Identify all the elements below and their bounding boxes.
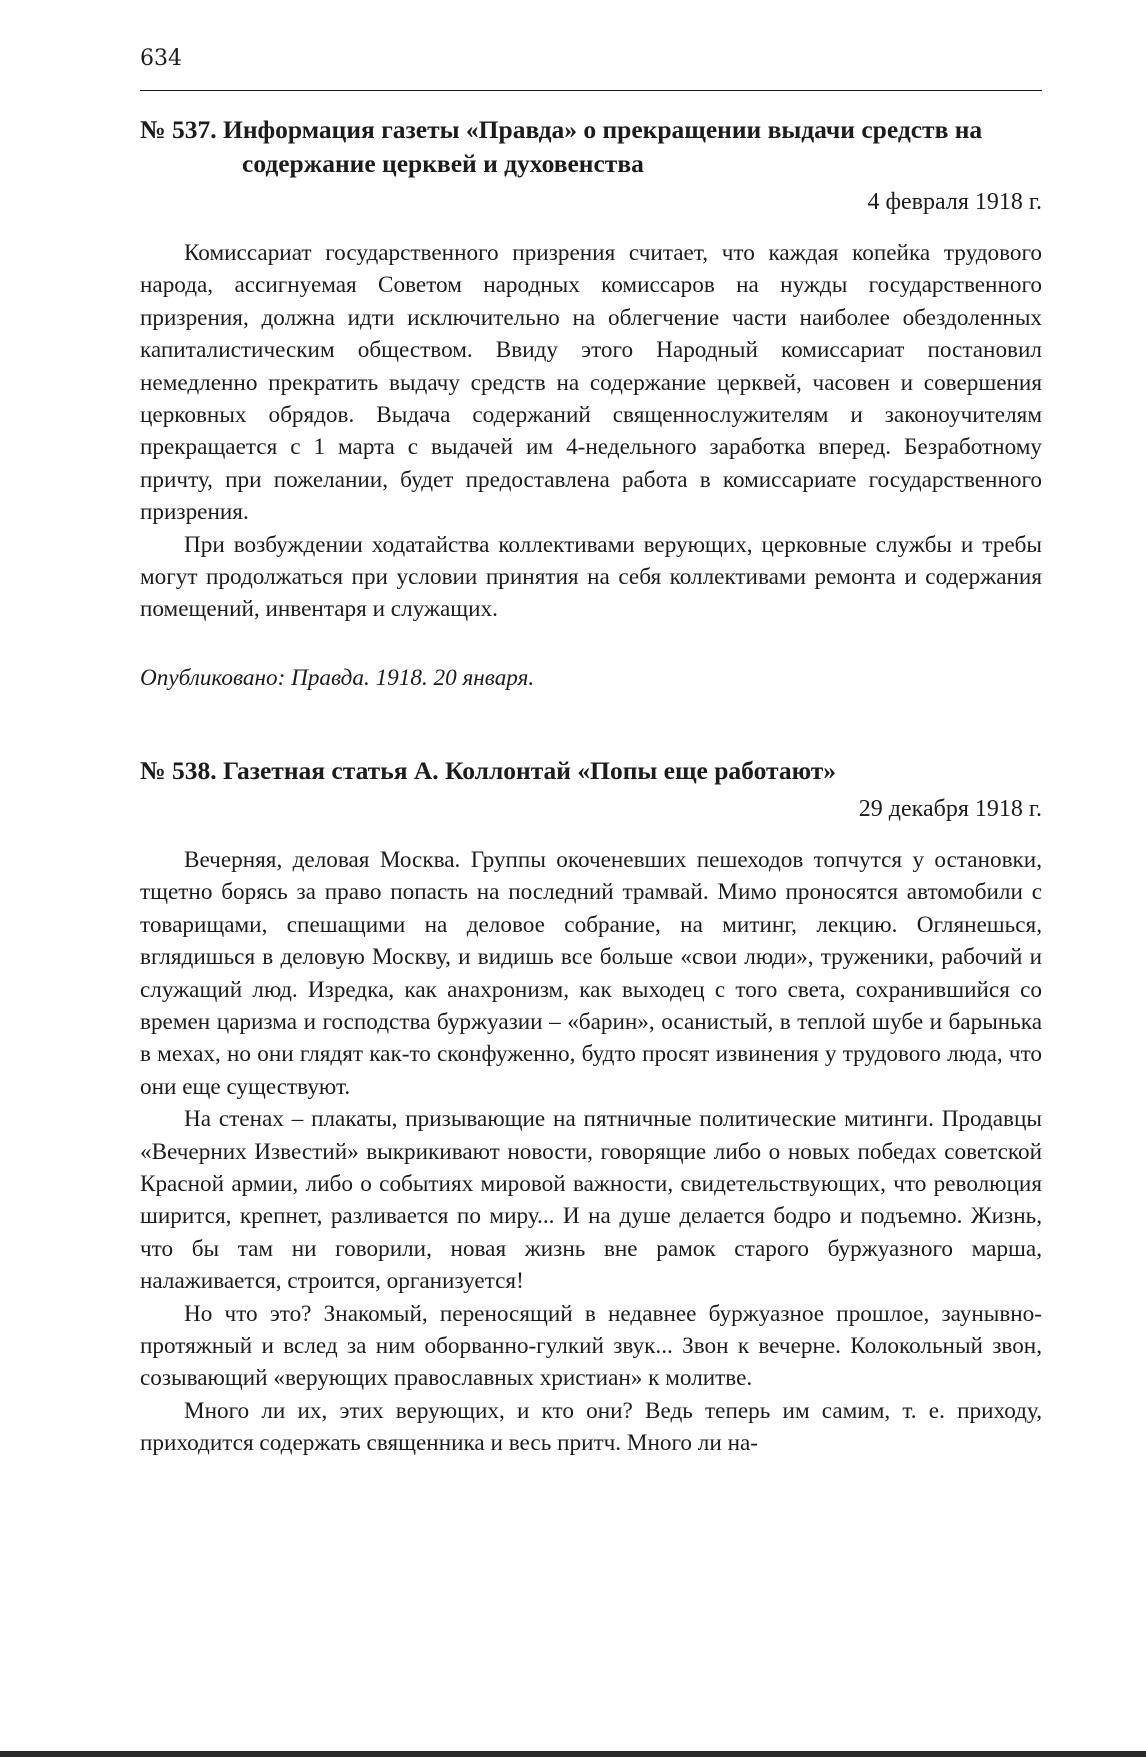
paragraph: На стенах – плакаты, призывающие на пятничные политические митинги. Продавцы «Вечерних Известий» выкрикивают новости, говорящие либо о новых победах советской Красной армии, либо о событиях мировой важности, свидетельствующих, что революция ширится, крепнет, разливается по миру... И на душе делается бодро и подъемно. Жизнь, что бы там ни говорили, новая жизнь вне рамок старого буржуазного марша, налаживается, строится, организуется! xyxy=(140,1106,1042,1295)
document-title: Информация газеты «Правда» о прекращении выдачи средств на содержание церквей и духовенства xyxy=(223,115,983,178)
document-title: Газетная статья А. Коллонтай «Попы еще работают» xyxy=(223,755,836,785)
page xyxy=(140,48,1042,1460)
paragraph: При возбуждении ходатайства коллективами верующих, церковные службы и требы могут продолжаться при условии принятия на себя коллективами ремонта и содержания помещений, инвентаря и служащих. xyxy=(140,531,1042,623)
document-heading xyxy=(140,754,1042,788)
page-number: 634 xyxy=(140,46,182,71)
scan-bottom-edge xyxy=(0,1751,1146,1757)
document-number: № 537. xyxy=(140,115,217,144)
header-rule xyxy=(140,90,1042,91)
paragraph: Вечерняя, деловая Москва. Группы окоченевших пешеходов топчутся у остановки, тщетно борясь за право попасть на последний трамвай. Мимо проносятся автомобили с товарищами, спешащими на деловое собрание, на митинг, лекцию. Оглянешься, вглядишься в деловую Москву, и видишь все больше «свои люди», труженики, рабочий и служащий люд. Изредка, как анахронизм, как выходец с того света, сохранившийся со времен царизма и господства буржуазии – «барин», осанистый, в теплой шубе и барынька в мехах, но они глядят как-то сконфуженно, будто просят извинения у трудового люда, что они еще существуют. xyxy=(140,846,1042,1100)
document-heading xyxy=(140,113,1042,181)
paragraph: Комиссариат государственного призрения считает, что каждая копейка трудового народа, ассигнуемая Советом народных комиссаров на нужды государственного призрения, должна идти исключительно на облегчение части наиболее обездоленных капиталистическим обществом. Ввиду этого Народный комиссариат постановил немедленно прекратить выдачу средств на содержание церквей, часовен и совершения церковных обрядов. Выдача содержаний священнослужителям и законоучителям прекращается с 1 марта с выдачей им 4-недельного заработка вперед. Безработному причту, при пожелании, будет предоставлена работа в комиссариате государственного призрения. xyxy=(140,240,1042,526)
paragraph: Много ли их, этих верующих, и кто они? Ведь теперь им самим, т. е. приходу, приходится содержать священника и весь притч. Много ли на- xyxy=(140,1397,1042,1457)
paragraph: Но что это? Знакомый, переносящий в недавнее буржуазное прошлое, заунывно-протяжный и вслед за ним оборванно-гулкий звук... Звон к вечерне. Колокольный звон, созывающий «верующих православных христиан» к молитве. xyxy=(140,1300,1042,1392)
document-body xyxy=(140,237,1042,626)
publication-source: Опубликовано: Правда. 1918. 20 января. xyxy=(140,664,535,691)
document-date: 29 декабря 1918 г. xyxy=(858,795,1042,822)
document-537 xyxy=(140,113,1042,694)
document-body xyxy=(140,844,1042,1460)
document-538 xyxy=(140,754,1042,1460)
document-date: 4 февраля 1918 г. xyxy=(867,189,1042,215)
document-number: № 538. xyxy=(140,755,217,785)
